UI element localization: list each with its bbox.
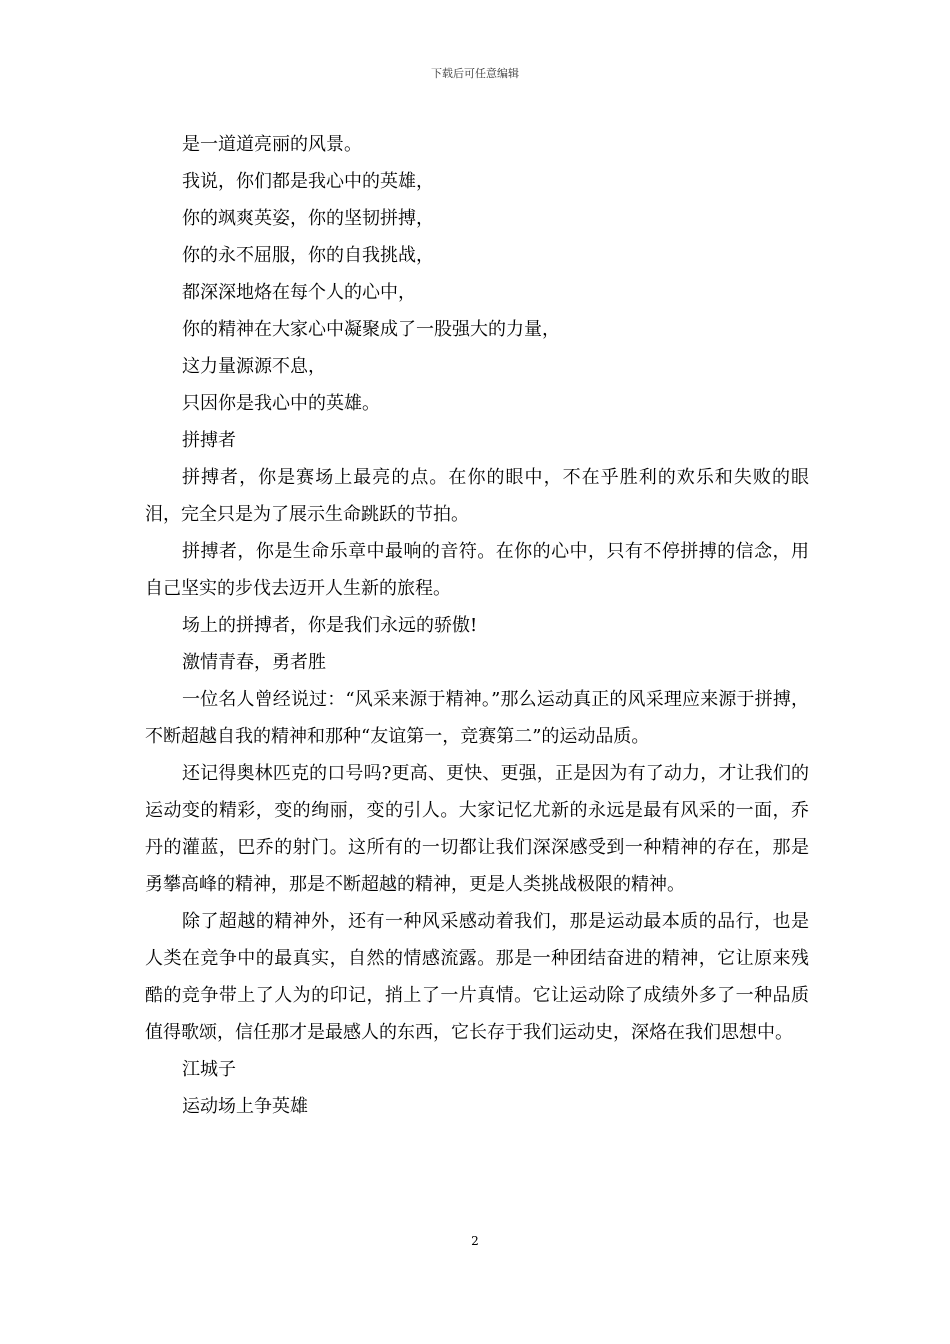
poem-line: 我说，你们都是我心中的英雄， <box>182 171 434 192</box>
poem-line: 都深深地烙在每个人的心中， <box>182 282 416 303</box>
body-paragraph: 还记得奥林匹克的口号吗?更高、更快、更强，正是因为有了动力，才让我们的运动变的精彩，变的绚丽，变的引人。大家记忆尤新的永远是最有风采的一面，乔丹的灌蓝，巴乔的射门。这所有的一切都让我们深深感受到一种精神的存在，那是勇攀高峰的精神，那是不断超越的精神，更是人类挑战极限的精神。 <box>145 763 809 895</box>
section-heading: 运动场上争英雄 <box>182 1096 308 1117</box>
poem-line: 场上的拼搏者，你是我们永远的骄傲! <box>182 615 478 636</box>
poem-line: 你的精神在大家心中凝聚成了一股强大的力量， <box>182 319 560 340</box>
document-body <box>145 126 809 1125</box>
page-number: 2 <box>471 1234 479 1248</box>
poem-line: 只因你是我心中的英雄。 <box>182 393 380 414</box>
page-header-note: 下载后可任意编辑 <box>431 67 519 80</box>
poem-line: 这力量源源不息， <box>182 356 326 377</box>
body-paragraph: 拼搏者，你是生命乐章中最响的音符。在你的心中，只有不停拼搏的信念，用自己坚实的步伐去迈开人生新的旅程。 <box>145 541 809 599</box>
poem-line: 你的永不屈服，你的自我挑战， <box>182 245 434 266</box>
body-paragraph: 除了超越的精神外，还有一种风采感动着我们，那是运动最本质的品行，也是人类在竞争中的最真实，自然的情感流露。那是一种团结奋进的精神，它让原来残酷的竞争带上了人为的印记，捎上了一片真情。它让运动除了成绩外多了一种品质值得歌颂，信任那才是最感人的东西，它长存于我们运动史，深烙在我们思想中。 <box>145 911 809 1043</box>
section-heading: 江城子 <box>182 1059 236 1080</box>
body-paragraph: 一位名人曾经说过：“风采来源于精神。”那么运动真正的风采理应来源于拼搏，不断超越自我的精神和那种“友谊第一，竞赛第二”的运动品质。 <box>145 689 809 747</box>
poem-line: 是一道道亮丽的风景。 <box>182 134 362 155</box>
poem-line: 你的飒爽英姿，你的坚韧拼搏， <box>182 208 434 229</box>
section-heading: 拼搏者 <box>182 430 236 451</box>
body-paragraph: 拼搏者，你是赛场上最亮的点。在你的眼中，不在乎胜利的欢乐和失败的眼泪，完全只是为了展示生命跳跃的节拍。 <box>145 467 809 525</box>
section-heading: 激情青春，勇者胜 <box>182 652 326 673</box>
